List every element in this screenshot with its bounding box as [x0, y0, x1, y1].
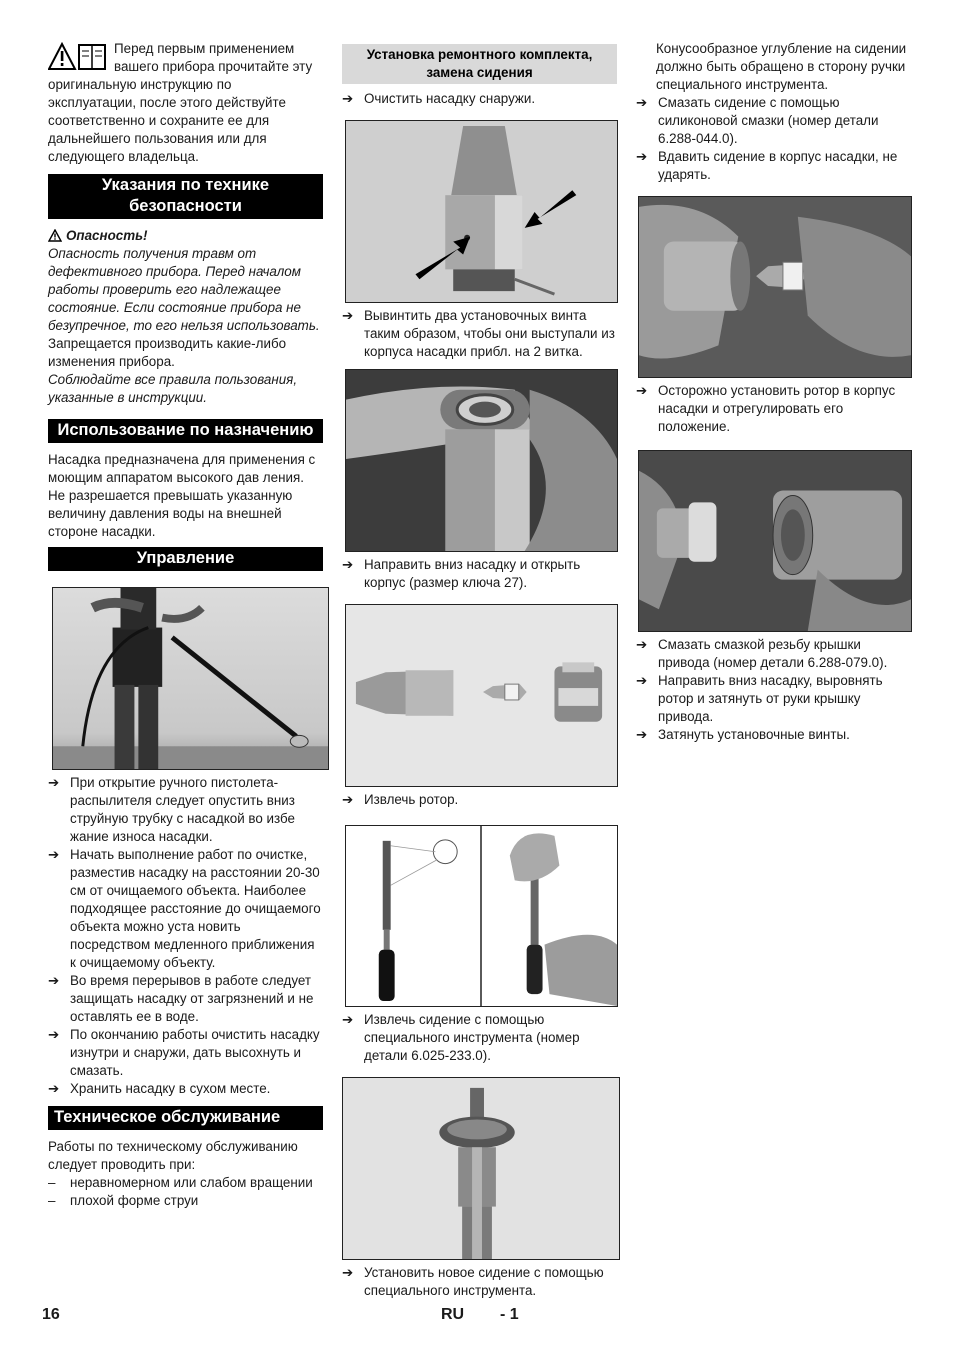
step-open: ➔ Направить вниз насадку и открыть корпус (размер ключа 27). — [342, 557, 581, 590]
step-unscrew: ➔ Вывинтить два установочных винта таким образом, чтобы они выступали из корпуса насадки прибл. на 2 витка. — [342, 308, 615, 359]
photo-nozzle-screws — [345, 120, 618, 303]
arrow-icon: ➔ — [636, 727, 648, 742]
photo-seat-install — [342, 1077, 620, 1260]
step-seat-remove: ➔ Извлечь сидение с помощью специального инструмента (номер детали 6.025-233.0). — [342, 1012, 580, 1063]
step-rotor: ➔ Извлечь ротор. — [342, 792, 459, 807]
operation-step-4: ➔ По окончанию работы очистить насадку изнутри и снаружи, дать высохнуть и смазать. — [48, 1027, 320, 1078]
arrow-icon: ➔ — [342, 1012, 354, 1027]
operation-step-5: ➔ Хранить насадку в сухом месте. — [48, 1081, 271, 1096]
arrow-icon: ➔ — [342, 91, 354, 106]
arrow-icon: ➔ — [48, 973, 60, 988]
arrow-icon: ➔ — [48, 847, 60, 862]
arrow-icon: ➔ — [342, 792, 354, 807]
arrow-icon: ➔ — [342, 1265, 354, 1280]
step-thread: ➔ Смазать смазкой резьбу крышки привода (номер детали 6.288-079.0). — [636, 637, 888, 670]
section-number: - 1 — [500, 1306, 519, 1323]
prohibited-text: Запрещается производить какие-либо изменения прибора. — [48, 336, 287, 369]
warning-icon — [48, 229, 62, 242]
arrow-icon: ➔ — [636, 383, 648, 398]
column-left — [48, 40, 323, 1210]
arrow-icon: ➔ — [636, 149, 648, 164]
danger-text: Опасность получения травм от дефективного прибора. Перед началом работы проверить его надлежащее состояние. Если состояние прибора не безупречное, то его нельзя использовать. — [48, 246, 320, 333]
step-rotor-install: ➔ Осторожно установить ротор в корпус насадки и отрегулировать его положение. — [636, 383, 896, 434]
intro-text: Перед первым применением вашего прибора прочитайте эту оригинальную инструкцию по эксплуатации, после этого действуйте соответственно и сохраните ее для дальнейшего пользования или для следующего владельца. — [48, 41, 313, 164]
maintenance-item-1: – неравномерном или слабом вращении — [48, 1175, 313, 1190]
maintenance-intro: Работы по техническому обслуживанию следует проводить при: — [48, 1139, 298, 1172]
photo-nozzle-parts — [345, 604, 618, 787]
arrow-icon: ➔ — [636, 95, 648, 110]
safety-heading: Указания по технике безопасности — [48, 174, 323, 219]
use-paragraph-1: Насадка предназначена для применения с моющим аппаратом высокого дав ления. — [48, 452, 316, 485]
step-screws: ➔ Затянуть установочные винты. — [636, 727, 850, 742]
cone-note: Конусообразное углубление на сидении должно быть обращено в сторону ручки специального инструмента. — [656, 41, 907, 92]
photo-operator-spray-lance — [52, 587, 329, 770]
photo-seat-press — [638, 196, 912, 378]
step-seat-install: ➔ Установить новое сидение с помощью специального инструмента. — [342, 1265, 604, 1298]
maintenance-item-2: – плохой форме струи — [48, 1193, 199, 1208]
danger-title: Опасность! — [66, 228, 148, 243]
arrow-icon: ➔ — [48, 1081, 60, 1096]
repair-kit-heading: Установка ремонтного комплекта, замена сидения — [342, 44, 617, 84]
operation-step-2: ➔ Начать выполнение работ по очистке, разместив насадку на расстоянии 20-30 см от очищаемого объекта. Наиболее подходящее расстояние до очищаемого объекта можно уста новить посредством медленного приближения к очищаемому объекту. — [48, 847, 321, 970]
step-cap: ➔ Направить вниз насадку, выровнять ротор и затянуть от руки крышку привода. — [636, 673, 883, 724]
warning-manual-icon — [48, 42, 108, 72]
step-press: ➔ Вдавить сидение в корпус насадки, не ударять. — [636, 149, 898, 182]
arrow-icon: ➔ — [48, 775, 60, 790]
operation-step-1: ➔ При открытие ручного пистолета-распылителя следует опустить вниз струйную трубку с насадкой во избе жание износа насадки. — [48, 775, 295, 844]
operation-step-3: ➔ Во время перерывов в работе следует защищать насадку от загрязнений и не оставлять ее в воде. — [48, 973, 314, 1024]
maintenance-heading: Техническое обслуживание — [48, 1106, 323, 1130]
arrow-icon: ➔ — [636, 637, 648, 652]
danger-title-row — [48, 227, 323, 245]
photo-special-tool — [345, 825, 618, 1007]
step-clean: ➔ Очистить насадку снаружи. — [342, 91, 536, 106]
photo-cap-thread — [638, 450, 912, 632]
column-right — [636, 40, 911, 744]
step-grease: ➔ Смазать сидение с помощью силиконовой смазки (номер детали 6.288-044.0). — [636, 95, 879, 146]
operation-heading: Управление — [48, 547, 323, 571]
arrow-icon: ➔ — [48, 1027, 60, 1042]
column-middle — [342, 40, 617, 1300]
language-code: RU — [441, 1306, 465, 1323]
observe-rules-text: Соблюдайте все правила пользования, указанные в инструкции. — [48, 372, 298, 405]
intro-block — [48, 40, 323, 166]
arrow-icon: ➔ — [342, 308, 354, 323]
photo-wrench-open — [345, 369, 618, 552]
use-heading: Использование по назначению — [48, 419, 323, 443]
use-paragraph-2: Не разрешается превышать указанную величину давления воды на внешней стороне насадки. — [48, 488, 293, 539]
page-number: 16 — [42, 1306, 60, 1323]
arrow-icon: ➔ — [342, 557, 354, 572]
arrow-icon: ➔ — [636, 673, 648, 688]
